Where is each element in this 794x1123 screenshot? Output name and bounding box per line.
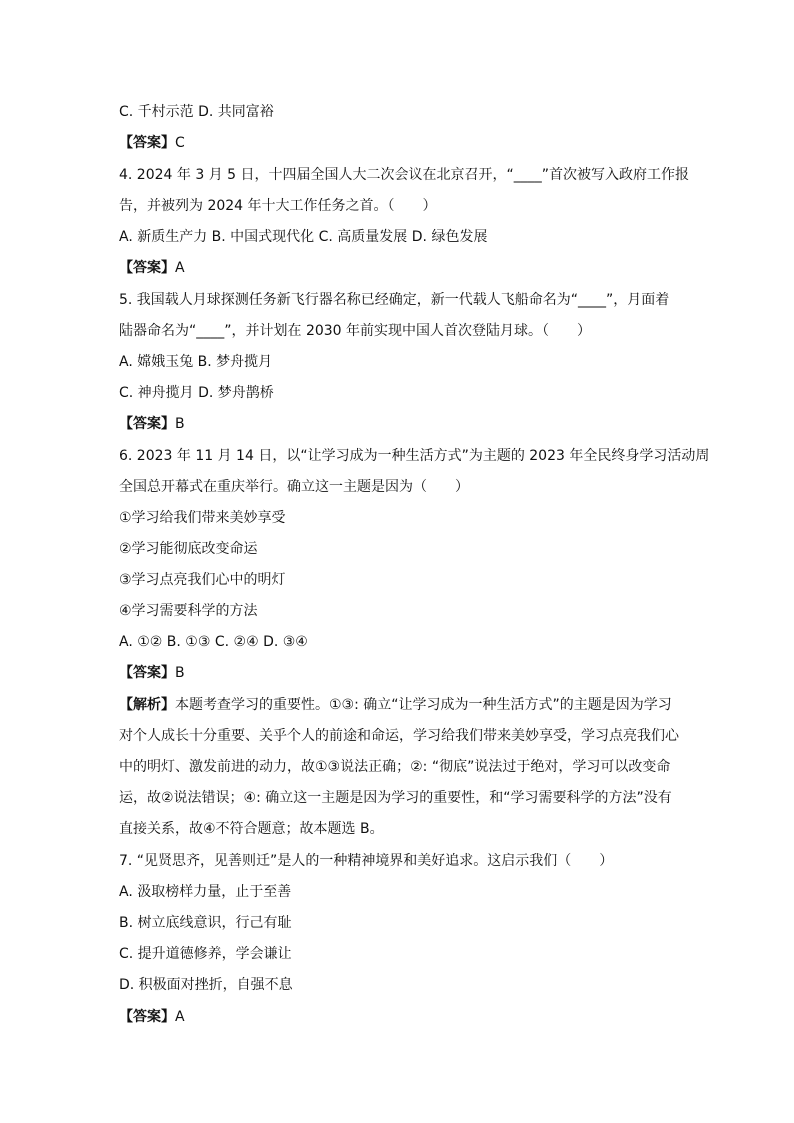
q4-stem-line-2: 告，并被列为 2024 年十大工作任务之首。（ ） xyxy=(119,198,437,214)
answer-label: 【答案】 xyxy=(119,665,175,681)
q5-options-cd: C. 神舟揽月 D. 梦舟鹊桥 xyxy=(119,385,274,401)
answer-label: 【答案】 xyxy=(119,1009,175,1025)
answer-value: A xyxy=(175,1009,185,1025)
q6-item-1: ①学习给我们带来美妙享受 xyxy=(119,510,286,526)
answer-value: A xyxy=(175,260,185,276)
answer-label: 【答案】 xyxy=(119,416,175,432)
q6-item-3: ③学习点亮我们心中的明灯 xyxy=(119,572,286,588)
q6-item-4: ④学习需要科学的方法 xyxy=(119,603,258,619)
answer-label: 【答案】 xyxy=(119,135,175,151)
answer-value: B xyxy=(175,665,185,681)
q7-option-b: B. 树立底线意识，行己有耻 xyxy=(119,915,292,931)
q5-stem-line-2: 陆器命名为“____”，并计划在 2030 年前实现中国人首次登陆月球。（ ） xyxy=(119,323,592,339)
q7-option-d: D. 积极面对挫折，自强不息 xyxy=(119,977,293,993)
q6-answer xyxy=(119,663,679,683)
q7-stem: 7. “见贤思齐，见善则迁”是人的一种精神境界和美好追求。这启示我们（ ） xyxy=(119,853,614,869)
q6-analysis-line-3: 中的明灯、激发前进的动力，故①③说法正确；②: “彻底”说法过于绝对，学习可以改变命 xyxy=(119,759,671,775)
q6-stem-line-2: 全国总开幕式在重庆举行。确立这一主题是因为（ ） xyxy=(119,479,469,495)
q6-analysis-line-4: 运，故②说法错误；④: 确立这一主题是因为学习的重要性，和“学习需要科学的方法”没有 xyxy=(119,790,672,806)
q7-option-a: A. 汲取榜样力量，止于至善 xyxy=(119,884,292,900)
q5-options-ab: A. 嫦娥玉兔 B. 梦舟揽月 xyxy=(119,354,273,370)
q7-answer xyxy=(119,1007,679,1027)
q3-answer xyxy=(119,133,679,153)
q4-stem-line-1: 4. 2024 年 3 月 5 日，十四届全国人大二次会议在北京召开，“____”首次被写入政府工作报 xyxy=(119,167,690,183)
q6-stem-line-1: 6. 2023 年 11 月 14 日，以“让学习成为一种生活方式”为主题的 2023 年全民终身学习活动周 xyxy=(119,448,710,464)
q6-options: A. ①② B. ①③ C. ②④ D. ③④ xyxy=(119,634,308,650)
q5-answer xyxy=(119,414,679,434)
q6-analysis-line-2: 对个人成长十分重要、关乎个人的前途和命运，学习给我们带来美妙享受，学习点亮我们心 xyxy=(119,728,679,744)
q6-analysis-line-5: 直接关系，故④不符合题意；故本题选 B。 xyxy=(119,821,384,837)
q7-option-c: C. 提升道德修养，学会谦让 xyxy=(119,946,292,962)
q3-options-cd: C. 千村示范 D. 共同富裕 xyxy=(119,104,274,120)
answer-label: 【答案】 xyxy=(119,260,175,276)
analysis-label: 【解析】 xyxy=(119,697,175,713)
q5-stem-line-1: 5. 我国载人月球探测任务新飞行器名称已经确定，新一代载人飞船命名为“____”，月面着 xyxy=(119,292,670,308)
analysis-text: 本题考查学习的重要性。①③: 确立“让学习成为一种生活方式”的主题是因为学习 xyxy=(175,697,672,713)
q6-item-2: ②学习能彻底改变命运 xyxy=(119,541,258,557)
q6-analysis-line-1 xyxy=(119,695,679,715)
q4-answer xyxy=(119,258,679,278)
answer-value: B xyxy=(175,416,185,432)
answer-value: C xyxy=(175,135,185,151)
q4-options: A. 新质生产力 B. 中国式现代化 C. 高质量发展 D. 绿色发展 xyxy=(119,229,488,245)
